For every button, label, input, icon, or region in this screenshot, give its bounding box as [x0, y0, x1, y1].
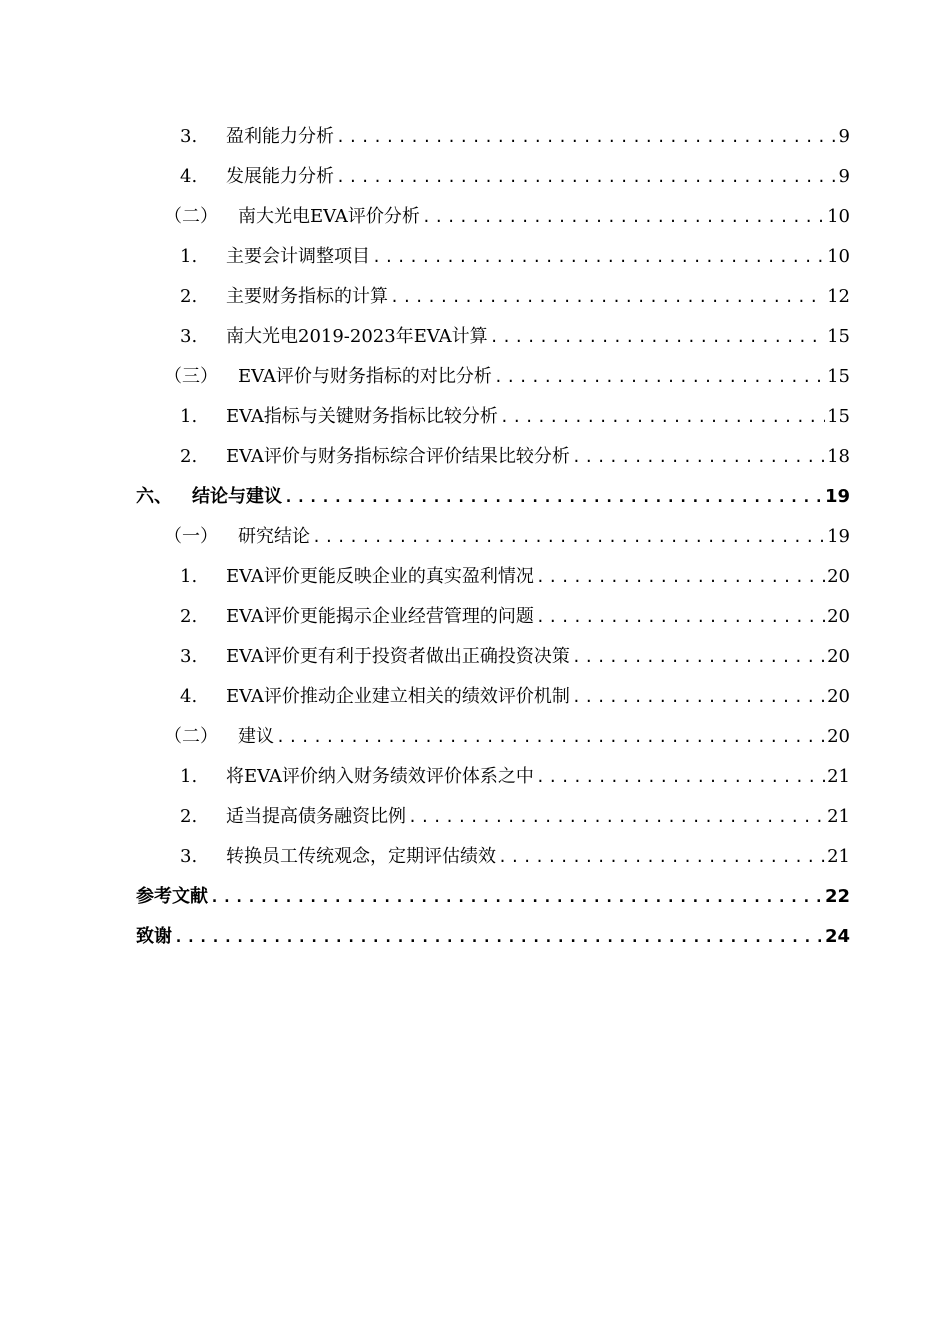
toc-entry[interactable] [0, 555, 950, 595]
dot-leader [490, 328, 825, 346]
toc-entry-page: 15 [827, 366, 850, 387]
toc-entry-number: 2. [180, 286, 198, 307]
toc-entry[interactable] [0, 315, 950, 355]
dot-leader [276, 728, 825, 746]
toc-entry-title: 盈利能力分析 [226, 126, 334, 147]
toc-entry-number: （三） [164, 366, 218, 387]
toc-entry[interactable] [0, 195, 950, 235]
toc-entry[interactable] [0, 635, 950, 675]
toc-entry-page: 18 [827, 446, 850, 467]
toc-entry-number: 3. [180, 846, 198, 867]
toc-entry-number: 3. [180, 126, 198, 147]
toc-entry-number: （二） [164, 726, 218, 747]
dot-leader [536, 568, 825, 586]
toc-entry[interactable] [0, 755, 950, 795]
toc-entry-page: 19 [827, 526, 850, 547]
toc-entry-page: 15 [827, 326, 850, 347]
toc-entry-number: 4. [180, 166, 198, 187]
toc-entry-number: 1. [180, 406, 198, 427]
toc-entry-page: 20 [827, 566, 850, 587]
toc-entry[interactable] [0, 355, 950, 395]
dot-leader [572, 448, 825, 466]
toc-entry[interactable] [0, 715, 950, 755]
toc-entry-number: 3. [180, 326, 198, 347]
toc-entry-page: 20 [827, 606, 850, 627]
toc-entry-title: 致谢 [136, 926, 172, 947]
dot-leader [408, 808, 825, 826]
toc-entry-title: EVA评价更有利于投资者做出正确投资决策 [226, 646, 570, 667]
dot-leader [572, 648, 825, 666]
toc-entry[interactable] [0, 155, 950, 195]
toc-entry-page: 12 [827, 286, 850, 307]
toc-entry-title: 发展能力分析 [226, 166, 334, 187]
toc-entry-page: 10 [827, 206, 850, 227]
toc-entry[interactable] [0, 235, 950, 275]
dot-leader [210, 888, 823, 906]
toc-entry-title: 结论与建议 [192, 486, 282, 507]
dot-leader [536, 768, 825, 786]
toc-chapter-entry[interactable] [0, 475, 950, 515]
toc-entry-title: 主要会计调整项目 [226, 246, 370, 267]
toc-entry-number: 六、 [136, 486, 172, 507]
dot-leader [572, 688, 825, 706]
toc-entry-number: 4. [180, 686, 198, 707]
toc-entry-number: 2. [180, 806, 198, 827]
toc-entry-page: 20 [827, 726, 850, 747]
toc-entry[interactable] [0, 835, 950, 875]
toc-entry-page: 21 [827, 766, 850, 787]
toc-entry-number: 1. [180, 566, 198, 587]
toc-entry-title: EVA评价推动企业建立相关的绩效评价机制 [226, 686, 570, 707]
toc-entry-title: 将EVA评价纳入财务绩效评价体系之中 [226, 766, 534, 787]
toc-entry-page: 20 [827, 646, 850, 667]
toc-entry-title: 参考文献 [136, 886, 208, 907]
toc-entry[interactable] [0, 515, 950, 555]
toc-entry-title: EVA评价更能揭示企业经营管理的问题 [226, 606, 534, 627]
toc-entry-number: 1. [180, 766, 198, 787]
dot-leader [536, 608, 825, 626]
toc-entry-page: 21 [827, 806, 850, 827]
toc-entry-title: EVA评价更能反映企业的真实盈利情况 [226, 566, 534, 587]
dot-leader [312, 528, 825, 546]
toc-entry-number: （二） [164, 206, 218, 227]
dot-leader [494, 368, 825, 386]
toc-entry-title: EVA评价与财务指标的对比分析 [238, 366, 492, 387]
toc-entry-number: 1. [180, 246, 198, 267]
dot-leader [372, 248, 825, 266]
toc-entry-title: 研究结论 [238, 526, 310, 547]
toc-entry-page: 9 [838, 126, 850, 147]
toc-entry[interactable] [0, 435, 950, 475]
dot-leader [390, 288, 825, 306]
dot-leader [336, 128, 837, 146]
toc-entry-number: 2. [180, 606, 198, 627]
toc-entry-page: 9 [838, 166, 850, 187]
toc-entry-page: 10 [827, 246, 850, 267]
toc-entry-page: 19 [824, 486, 850, 507]
toc-entry[interactable] [0, 595, 950, 635]
toc-entry-title: 主要财务指标的计算 [226, 286, 388, 307]
table-of-contents [0, 115, 950, 955]
toc-entry[interactable] [0, 275, 950, 315]
toc-entry-title: 转换员工传统观念，定期评估绩效 [226, 846, 496, 867]
toc-entry-title: EVA评价与财务指标综合评价结果比较分析 [226, 446, 570, 467]
toc-entry-number: 2. [180, 446, 198, 467]
dot-leader [422, 208, 825, 226]
toc-entry-title: 适当提高债务融资比例 [226, 806, 406, 827]
toc-references-entry[interactable] [0, 875, 950, 915]
dot-leader [284, 488, 823, 506]
toc-entry[interactable] [0, 675, 950, 715]
toc-entry-page: 20 [827, 686, 850, 707]
toc-entry-title: 南大光电EVA评价分析 [238, 206, 420, 227]
toc-entry-page: 21 [827, 846, 850, 867]
toc-entry-title: 建议 [238, 726, 274, 747]
dot-leader [174, 928, 823, 946]
dot-leader [336, 168, 837, 186]
toc-entry-number: 3. [180, 646, 198, 667]
toc-acknowledgements-entry[interactable] [0, 915, 950, 955]
dot-leader [500, 408, 825, 426]
toc-entry[interactable] [0, 115, 950, 155]
toc-entry[interactable] [0, 395, 950, 435]
toc-entry-title: 南大光电2019-2023年EVA计算 [226, 326, 488, 347]
toc-entry-title: EVA指标与关键财务指标比较分析 [226, 406, 498, 427]
toc-entry-page: 24 [824, 926, 850, 947]
toc-entry-page: 15 [827, 406, 850, 427]
toc-entry-number: （一） [164, 526, 218, 547]
toc-entry-page: 22 [824, 886, 850, 907]
toc-entry[interactable] [0, 795, 950, 835]
dot-leader [498, 848, 825, 866]
